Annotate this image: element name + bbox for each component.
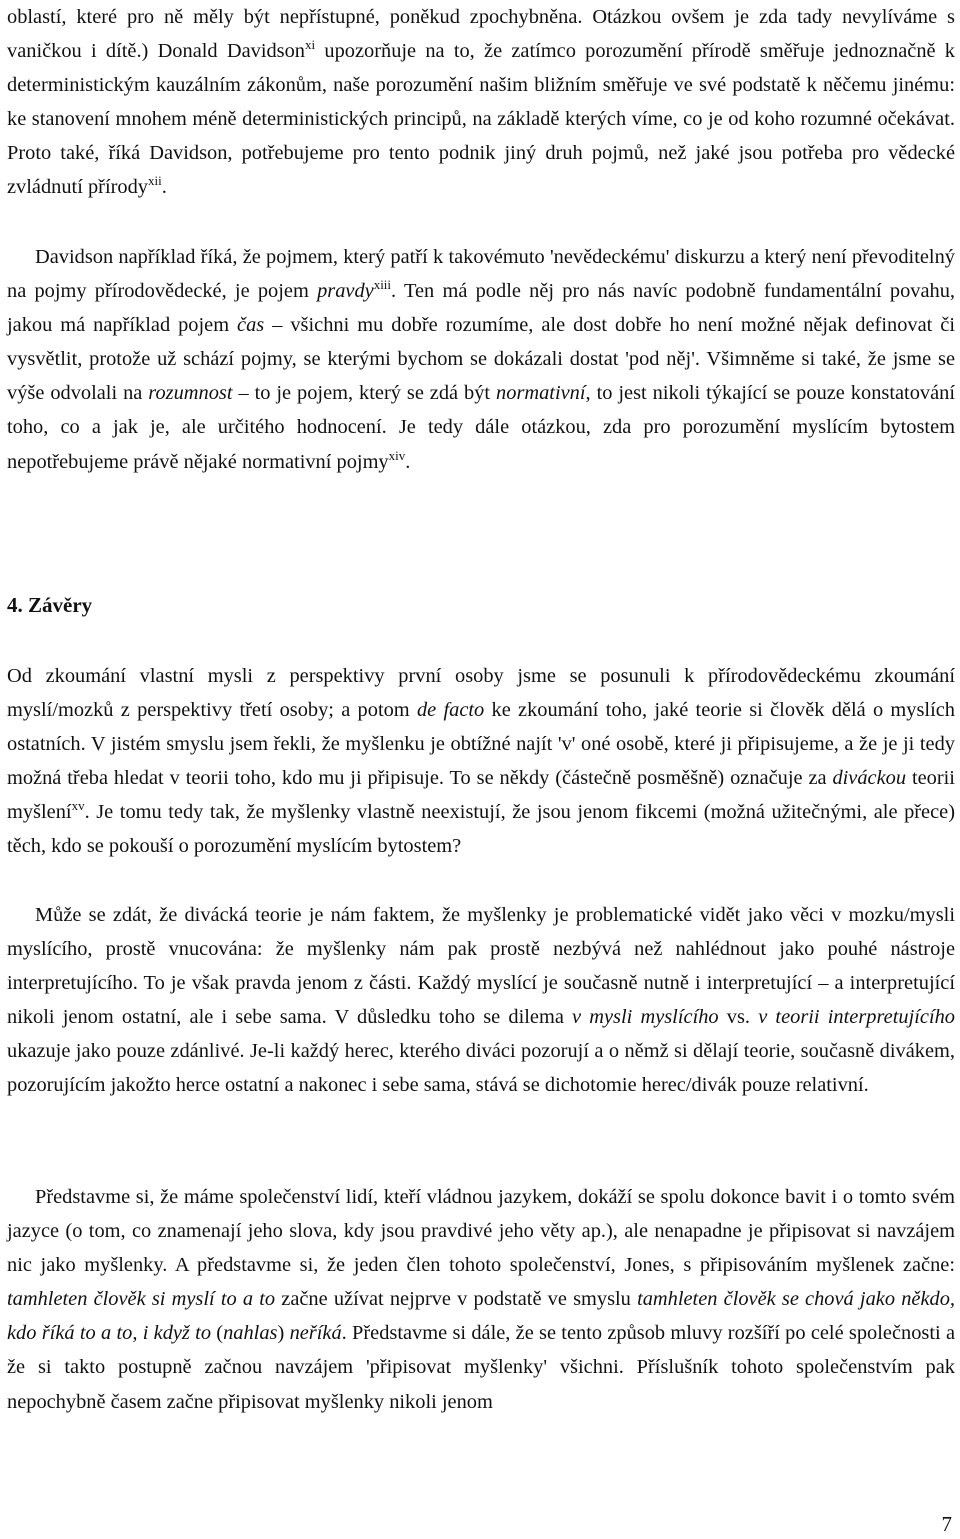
paragraph-conclusions-1: Od zkoumání vlastní mysli z perspektivy první osoby jsme se posunuli k přírodovědeckému zkoumání myslí/mozků z perspektivy třetí osoby; a potom de facto ke zkoumání toho, jaké teorie si člověk dělá o myslích ostatních. V jistém smyslu jsem řekli, že myšlenku je obtížné najít 'v' oné osobě, které ji připisujeme, a že je ji tedy možná třeba hledat v teorii toho, kdo mu ji připisuje. To se někdy (částečně posměšně) označuje za diváckou teorii myšlení$^{xv}$. Je tomu tedy tak, že myšlenky vlastně neexistují, že jsou jenom fikcemi (možná užitečnými, ale přece) těch, kdo se pokouší o porozumění myslícím bytostem? [7, 665, 955, 858]
endnote-ref-xiii: xiii [373, 277, 392, 293]
endnote-ref-xi: xi [305, 37, 316, 53]
page-number: 7 [941, 1512, 952, 1536]
endnote-ref-xii: xii [148, 173, 162, 189]
paragraph-davidson-truth: Davidson například říká, že pojmem, který patří k takovémuto 'nevědeckému' diskurzu a který není převoditelný na pojmy přírodovědecké, je pojem pravdy$^{xiii}$. Ten má podle něj pro nás navíc podobně fundamentální povahu, jakou má například pojem čas – všichni mu dobře rozumíme, ale dost dobře ho není možné nějak definovat či vysvětlit, protože už schází pojmy, se kterými bychom se dokázali dostat 'pod něj'. Všimněme si také, že jsme se výše odvolali na rozumnost – to je pojem, který se zdá být normativní, to jest nikoli týkající se pouze konstatování toho, co a jak je, ale určitého hodnocení. Je tedy dále otázkou, zda pro porozumění myslícím bytostem nepotřebujeme právě nějaké normativní pojmy$^{xiv}$. [7, 246, 956, 473]
paragraph-conclusions-2: Může se zdát, že divácká teorie je nám faktem, že myšlenky je problematické vidět jako věci v mozku/mysli myslícího, prostě vnucována: že myšlenky nám pak prostě nezbývá než nahlédnout jako pouhé nástroje interpretujícího. To je však pravda jenom z části. Každý myslící je současně nutně i interpretující – a interpretující nikoli jenom ostatní, ale i sebe sama. V důsledku toho se dilema v mysli myslícího vs. v teorii interpretujícího ukazuje jako pouze zdánlivé. Je-li každý herec, kterého diváci pozorují a o němž si dělají teorie, současně divákem, pozorujícím jakožto herce ostatní a nakonec i sebe sama, stává se dichotomie herec/divák pouze relativní. [7, 904, 955, 1097]
paragraph-conclusions-3: Představme si, že máme společenství lidí, kteří vládnou jazykem, dokáží se spolu dokonce bavit i o tomto svém jazyce (o tom, co znamenají jeho slova, kdy jsou pravdivé jeho věty ap.), ale nenapadne je připisovat si navzájem nic jako myšlenky. A představme si, že jeden člen tohoto společenství, Jones, s připisováním myšlenek začne: tamhleten člověk si myslí to a to začne užívat nejprve v podstatě ve smyslu tamhleten člověk se chová jako někdo, kdo říká to a to, i když to (nahlas) neříká. Představme si dále, že se tento způsob mluvy rozšíří po celé společnosti a že si takto postupně začnou navzájem 'připisovat myšlenky' všichni. Příslušník tohoto společenstvím pak nepochybně časem začne připisovat myšlenky nikoli jenom [7, 1186, 956, 1413]
paragraph-davidson-intro: oblastí, které pro ně měly být nepřístupné, poněkud zpochybněna. Otázkou ovšem je zda tady nevylíváme s vaničkou i dítě.) Donald Davidson$^{xi}$ upozorňuje na to, že zatímco porozumění přírodě směřuje jednoznačně k deterministickým kauzálním zákonům, naše porozumění našim bližním směřuje ve své podstatě k něčemu jinému: ke stanovení mnohem méně deterministických principů, na základě kterých víme, co je od koho rozumné očekávat. Proto také, říká Davidson, potřebujeme pro tento podnik jiný druh pojmů, než jaké jsou potřeba pro vědecké zvládnutí přírody$^{xii}$. [7, 6, 955, 199]
endnote-ref-xv: xv [71, 798, 85, 814]
section-heading-conclusions: 4. Závěry [7, 593, 93, 617]
endnote-ref-xiv: xiv [388, 447, 406, 463]
